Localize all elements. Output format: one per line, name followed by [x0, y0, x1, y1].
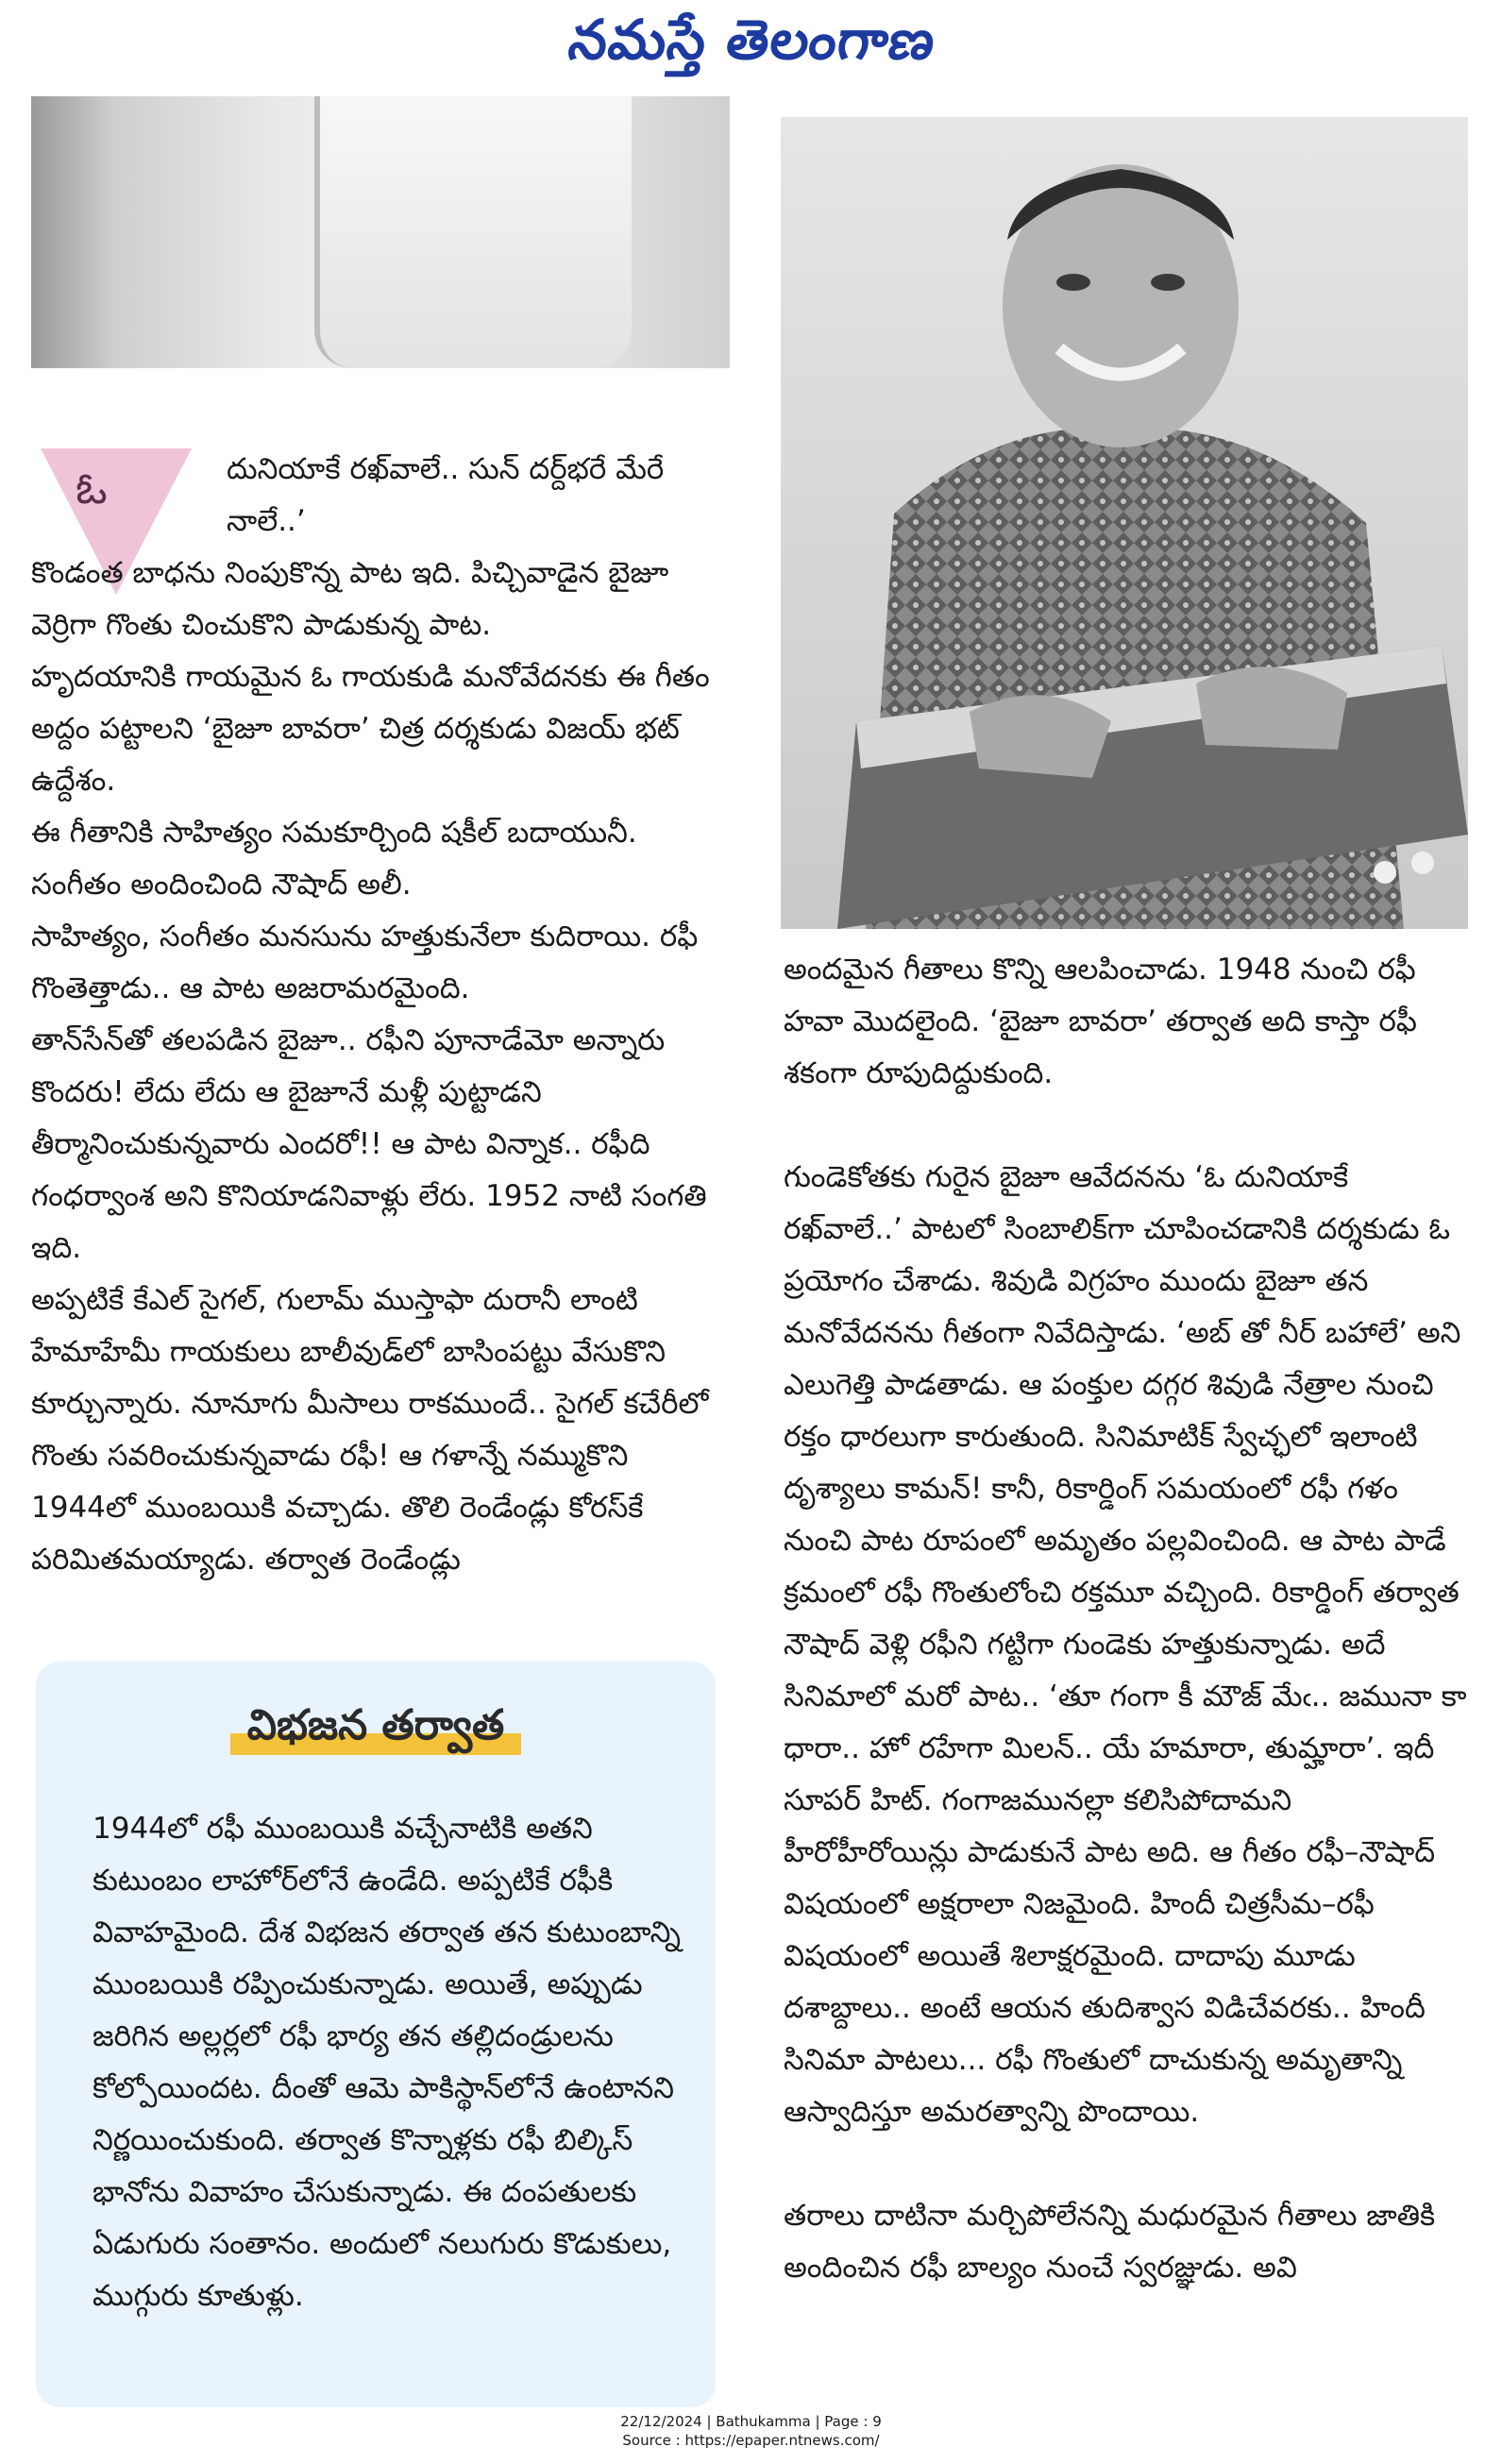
sidebar-title [36, 1701, 716, 1760]
paragraph: తరాలు దాటినా మర్చిపోలేనన్ని మధురమైన గీతాలు జాతికి అందించిన రఫీ బాల్యం నుంచే స్వరజ్ఞుడు. అవి [784, 2199, 1436, 2285]
sidebar-heading: విభజన తర్వాత [230, 1701, 522, 1760]
dropcap-letter: ఓ [76, 463, 108, 514]
newspaper-logo: నమస్తే తెలంగాణ [564, 8, 940, 72]
portrait-photo [781, 117, 1468, 929]
left-column [31, 548, 734, 1586]
paragraph: కొండంత బాధను నింపుకొన్న పాట ఇది. పిచ్చివాడైన బైజూ వెర్రిగా గొంతు చించుకొని పాడుకున్న పాట. [31, 556, 669, 642]
page-footer [0, 2412, 1502, 2450]
top-left-photo [31, 96, 730, 368]
right-column [784, 944, 1468, 2294]
paragraph: గుండెకోతకు గురైన బైజూ ఆవేదనను ‘ఓ దునియాకే రఖ్‌వాలే..’ పాటలో సింబాలిక్‌గా చూపించడానికి దర్శకుడు ఓ ప్రయోగం చేశాడు. శివుడి విగ్రహం ముందు బైజూ తన మనోవేదనను గీతంగా నివేదిస్తాడు. ‘అబ్ తో నీర్ బహాలే’ అని ఎలుగెత్తి పాడతాడు. ఆ పంక్తుల దగ్గర శివుడి నేత్రాల నుంచి రక్తం ధారలుగా కారుతుంది. సినిమాటిక్ స్వేచ్ఛలో ఇలాంటి దృశ్యాలు కామన్! కానీ, రికార్డింగ్ సమయంలో రఫీ గళం నుంచి పాట రూపంలో అమృతం పల్లవించింది. ఆ పాట పాడే క్రమంలో రఫీ గొంతులోంచి రక్తమూ వచ్చింది. రికార్డింగ్ తర్వాత నౌషాద్ వెళ్లి రఫీని గట్టిగా గుండెకు హత్తుకున్నాడు. అదే సినిమాలో మరో పాట.. ‘తూ గంగా కీ మౌజ్ మేఁ.. జమునా కా ధారా.. హో రహేగా మిలన్.. యే హమారా, తుమ్హారా’. ఇదీ సూపర్ హిట్. గంగాజమునల్లా కలిసిపోదామని హీరోహీరోయిన్లు పాడుకునే పాట అది. ఆ గీతం రఫీ–నౌషాద్ విషయంలో అక్షరాలా నిజమైంది. హిందీ చిత్రసీమ–రఫీ విషయంలో అయితే శిలాక్షరమైంది. దాదాపు మూడు దశాబ్దాలు.. అంటే ఆయన తుదిశ్వాస విడిచేవరకు.. హిందీ సినిమా పాటలు... రఫీ గొంతులో దాచుకున్న అమృతాన్ని ఆస్వాదిస్తూ అమరత్వాన్ని పొందాయి. [784, 1160, 1467, 2129]
paragraph: హృదయానికి గాయమైన ఓ గాయకుడి మనోవేదనకు ఈ గీతం అద్దం పట్టాలని ‘బైజూ బావరా’ చిత్ర దర్శకుడు విజయ్ భట్ ఉద్దేశం. [31, 660, 710, 798]
spacer [784, 2138, 1468, 2190]
paragraph: తాన్‌సేన్‌తో తలపడిన బైజూ.. రఫీని పూనాడేమో అన్నారు కొందరు! లేదు లేదు ఆ బైజూనే మళ్లీ పుట్టాడని తీర్మానించుకున్నవారు ఎందరో!! ఆ పాట విన్నాక.. రఫీది గంధర్వాంశ అని కొనియాడనివాళ్లు లేరు. 1952 నాటి సంగతి ఇది. [31, 1023, 707, 1265]
paragraph: సాహిత్యం, సంగీతం మనసును హత్తుకునేలా కుదిరాయి. రఫీ గొంతెత్తాడు.. ఆ పాట అజరామరమైంది. [31, 920, 699, 1005]
lead-lines: దునియాకే రఖ్‌వాలే.. సున్ దర్ద్‌భరే మేరే నాలే..’ [227, 452, 665, 538]
sidebar-box [36, 1662, 716, 2407]
footer-date-line: 22/12/2024 | Bathukamma | Page : 9 [620, 2413, 882, 2430]
footer-source-line: Source : https://epaper.ntnews.com/ [622, 2432, 880, 2449]
photo-figure [314, 96, 632, 368]
portrait-illustration [781, 117, 1468, 929]
paragraph: అందమైన గీతాలు కొన్ని ఆలపించాడు. 1948 నుంచి రఫీ హవా మొదలైంది. ‘బైజూ బావరా’ తర్వాత అది కాస్తా రఫీ శకంగా రూపుదిద్దుకుంది. [784, 953, 1417, 1090]
spacer [784, 1100, 1468, 1152]
sidebar-text: 1944లో రఫీ ముంబయికి వచ్చేనాటికి అతని కుటుంబం లాహోర్‌లోనే ఉండేది. అప్పటికే రఫీకి వివాహమైంది. దేశ విభజన తర్వాత తన కుటుంబాన్ని ముంబయికి రప్పించుకున్నాడు. అయితే, అప్పుడు జరిగిన అల్లర్లలో రఫీ భార్య తన తల్లిదండ్రులను కోల్పోయిందట. దీంతో ఆమె పాకిస్థాన్‌లోనే ఉంటానని నిర్ణయించుకుంది. తర్వాత కొన్నాళ్లకు రఫీ బిల్కిస్ భానోను వివాహం చేసుకున్నాడు. ఈ దంపతులకు ఏడుగురు సంతానం. అందులో నలుగురు కొడుకులు, ముగ్గురు కూతుళ్లు. [93, 1812, 682, 2313]
paragraph: ఈ గీతానికి సాహిత్యం సమకూర్చింది షకీల్ బదాయునీ. సంగీతం అందించింది నౌషాద్ అలీ. [31, 816, 637, 902]
paragraph: అప్పటికే కేఎల్ సైగల్, గులామ్ ముస్తాఫా దురానీ లాంటి హేమాహేమీ గాయకులు బాలీవుడ్‌లో బాసింపట్టు వేసుకొని కూర్చున్నారు. నూనూగు మీసాలు రాకముందే.. సైగల్ కచేరీలో గొంతు సవరించుకున్నవాడు రఫీ! ఆ గళాన్నే నమ్ముకొని 1944లో ముంబయికి వచ్చాడు. తొలి రెండేండ్లు కోరస్‌కే పరిమితమయ్యాడు. తర్వాత రెండేండ్లు [31, 1283, 709, 1577]
masthead [0, 0, 1502, 85]
